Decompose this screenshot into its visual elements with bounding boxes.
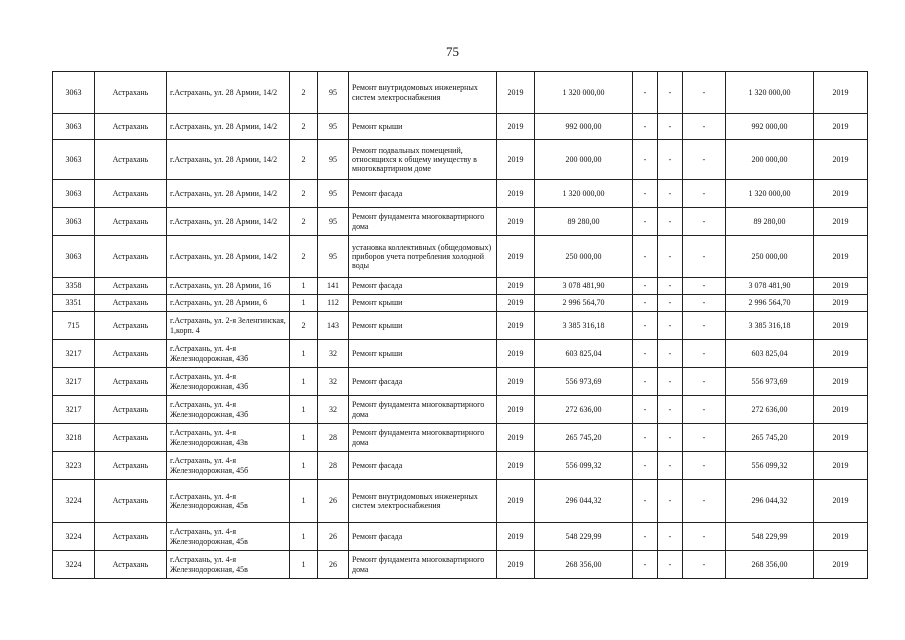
cell-dash: - (633, 114, 658, 140)
cell-dash: - (658, 340, 683, 368)
cell-year: 2019 (497, 312, 535, 340)
cell-amount: 200 000,00 (535, 140, 633, 180)
cell-work-type: Ремонт фасада (349, 368, 497, 396)
cell-number: 95 (318, 180, 349, 208)
cell-id: 3063 (53, 180, 95, 208)
cell-dash: - (683, 236, 726, 278)
cell-year: 2019 (497, 396, 535, 424)
cell-amount: 548 229,99 (535, 523, 633, 551)
cell-id: 3218 (53, 424, 95, 452)
cell-amount: 1 320 000,00 (535, 180, 633, 208)
cell-work-type: Ремонт подвальных помещений, относящихся к общему имуществу в многоквартирном доме (349, 140, 497, 180)
cell-total: 272 636,00 (726, 396, 814, 424)
cell-city: Астрахань (95, 114, 167, 140)
cell-id: 3223 (53, 452, 95, 480)
cell-dash: - (683, 278, 726, 295)
table-row (53, 424, 868, 452)
cell-dash: - (633, 140, 658, 180)
cell-year: 2019 (497, 72, 535, 114)
cell-work-type: установка коллективных (общедомовых) приборов учета потребления холодной воды (349, 236, 497, 278)
cell-dash: - (633, 72, 658, 114)
cell-address: г.Астрахань, ул. 28 Армии, 6 (167, 295, 290, 312)
cell-number: 143 (318, 312, 349, 340)
cell-id: 3063 (53, 208, 95, 236)
cell-count: 1 (290, 278, 318, 295)
repair-schedule-table (52, 71, 868, 579)
cell-number: 95 (318, 236, 349, 278)
cell-work-type: Ремонт внутридомовых инженерных систем электроснабжения (349, 72, 497, 114)
cell-dash: - (658, 424, 683, 452)
cell-id: 715 (53, 312, 95, 340)
cell-dash: - (683, 551, 726, 579)
cell-year: 2019 (497, 180, 535, 208)
cell-number: 95 (318, 140, 349, 180)
cell-address: г.Астрахань, ул. 28 Армии, 14/2 (167, 208, 290, 236)
cell-city: Астрахань (95, 140, 167, 180)
cell-amount: 250 000,00 (535, 236, 633, 278)
cell-year: 2019 (497, 140, 535, 180)
cell-count: 1 (290, 340, 318, 368)
cell-city: Астрахань (95, 551, 167, 579)
cell-dash: - (683, 312, 726, 340)
cell-work-type: Ремонт крыши (349, 312, 497, 340)
cell-number: 95 (318, 208, 349, 236)
cell-dash: - (683, 452, 726, 480)
cell-dash: - (658, 551, 683, 579)
cell-count: 1 (290, 452, 318, 480)
cell-dash: - (658, 368, 683, 396)
cell-year: 2019 (497, 424, 535, 452)
table-row (53, 72, 868, 114)
cell-id: 3217 (53, 340, 95, 368)
cell-id: 3351 (53, 295, 95, 312)
cell-year-end: 2019 (814, 180, 868, 208)
cell-dash: - (658, 180, 683, 208)
table-row (53, 480, 868, 523)
cell-amount: 2 996 564,70 (535, 295, 633, 312)
cell-dash: - (658, 452, 683, 480)
cell-city: Астрахань (95, 340, 167, 368)
cell-city: Астрахань (95, 208, 167, 236)
cell-amount: 556 973,69 (535, 368, 633, 396)
cell-dash: - (658, 140, 683, 180)
cell-id: 3224 (53, 523, 95, 551)
cell-total: 200 000,00 (726, 140, 814, 180)
cell-number: 32 (318, 368, 349, 396)
cell-address: г.Астрахань, ул. 4-я Железнодорожная, 45в (167, 551, 290, 579)
cell-dash: - (633, 236, 658, 278)
cell-dash: - (633, 312, 658, 340)
cell-dash: - (683, 72, 726, 114)
cell-year: 2019 (497, 278, 535, 295)
cell-work-type: Ремонт фасада (349, 523, 497, 551)
cell-dash: - (683, 180, 726, 208)
cell-dash: - (633, 523, 658, 551)
cell-count: 2 (290, 208, 318, 236)
cell-dash: - (683, 424, 726, 452)
cell-city: Астрахань (95, 72, 167, 114)
cell-count: 1 (290, 523, 318, 551)
table-row (53, 295, 868, 312)
cell-year: 2019 (497, 523, 535, 551)
table-row (53, 368, 868, 396)
cell-city: Астрахань (95, 368, 167, 396)
cell-total: 265 745,20 (726, 424, 814, 452)
cell-city: Астрахань (95, 236, 167, 278)
table-row (53, 340, 868, 368)
cell-count: 2 (290, 180, 318, 208)
cell-count: 2 (290, 72, 318, 114)
cell-number: 28 (318, 424, 349, 452)
table-row (53, 180, 868, 208)
cell-number: 26 (318, 551, 349, 579)
cell-count: 1 (290, 551, 318, 579)
cell-dash: - (658, 278, 683, 295)
cell-work-type: Ремонт крыши (349, 340, 497, 368)
cell-total: 268 356,00 (726, 551, 814, 579)
cell-number: 26 (318, 523, 349, 551)
cell-id: 3063 (53, 114, 95, 140)
cell-dash: - (683, 523, 726, 551)
cell-address: г.Астрахань, ул. 2-я Зеленгинская, 1,корп. 4 (167, 312, 290, 340)
cell-dash: - (683, 396, 726, 424)
cell-dash: - (633, 452, 658, 480)
table-row (53, 140, 868, 180)
cell-address: г.Астрахань, ул. 4-я Железнодорожная, 43б (167, 368, 290, 396)
cell-dash: - (683, 480, 726, 523)
cell-amount: 296 044,32 (535, 480, 633, 523)
cell-total: 89 280,00 (726, 208, 814, 236)
cell-city: Астрахань (95, 278, 167, 295)
cell-work-type: Ремонт внутридомовых инженерных систем электроснабжения (349, 480, 497, 523)
cell-year-end: 2019 (814, 236, 868, 278)
cell-amount: 992 000,00 (535, 114, 633, 140)
cell-address: г.Астрахань, ул. 4-я Железнодорожная, 43в (167, 424, 290, 452)
cell-total: 3 385 316,18 (726, 312, 814, 340)
cell-work-type: Ремонт фундамента многоквартирного дома (349, 551, 497, 579)
cell-year: 2019 (497, 236, 535, 278)
cell-address: г.Астрахань, ул. 28 Армии, 14/2 (167, 236, 290, 278)
cell-work-type: Ремонт крыши (349, 295, 497, 312)
cell-dash: - (633, 208, 658, 236)
cell-amount: 1 320 000,00 (535, 72, 633, 114)
cell-year-end: 2019 (814, 480, 868, 523)
table-row (53, 114, 868, 140)
cell-id: 3224 (53, 480, 95, 523)
cell-total: 992 000,00 (726, 114, 814, 140)
cell-city: Астрахань (95, 480, 167, 523)
cell-year-end: 2019 (814, 295, 868, 312)
cell-total: 1 320 000,00 (726, 72, 814, 114)
cell-work-type: Ремонт крыши (349, 114, 497, 140)
cell-city: Астрахань (95, 523, 167, 551)
cell-dash: - (658, 208, 683, 236)
cell-total: 556 099,32 (726, 452, 814, 480)
table-row (53, 523, 868, 551)
cell-amount: 272 636,00 (535, 396, 633, 424)
cell-count: 2 (290, 236, 318, 278)
cell-address: г.Астрахань, ул. 28 Армии, 14/2 (167, 72, 290, 114)
cell-address: г.Астрахань, ул. 28 Армии, 14/2 (167, 114, 290, 140)
cell-year-end: 2019 (814, 114, 868, 140)
cell-number: 95 (318, 72, 349, 114)
cell-dash: - (633, 368, 658, 396)
table-row (53, 312, 868, 340)
cell-dash: - (683, 140, 726, 180)
cell-dash: - (683, 208, 726, 236)
cell-count: 1 (290, 396, 318, 424)
cell-id: 3358 (53, 278, 95, 295)
cell-dash: - (658, 236, 683, 278)
cell-address: г.Астрахань, ул. 4-я Железнодорожная, 43б (167, 340, 290, 368)
cell-address: г.Астрахань, ул. 4-я Железнодорожная, 45в (167, 523, 290, 551)
cell-year-end: 2019 (814, 368, 868, 396)
cell-amount: 603 825,04 (535, 340, 633, 368)
cell-number: 141 (318, 278, 349, 295)
cell-total: 603 825,04 (726, 340, 814, 368)
cell-year-end: 2019 (814, 140, 868, 180)
cell-count: 1 (290, 480, 318, 523)
table-row (53, 208, 868, 236)
cell-dash: - (658, 480, 683, 523)
cell-count: 1 (290, 368, 318, 396)
table-row (53, 278, 868, 295)
cell-address: г.Астрахань, ул. 28 Армии, 14/2 (167, 180, 290, 208)
cell-dash: - (658, 523, 683, 551)
cell-year-end: 2019 (814, 523, 868, 551)
cell-dash: - (658, 114, 683, 140)
cell-count: 1 (290, 424, 318, 452)
cell-id: 3063 (53, 140, 95, 180)
cell-dash: - (633, 278, 658, 295)
cell-count: 2 (290, 312, 318, 340)
cell-dash: - (683, 340, 726, 368)
cell-number: 95 (318, 114, 349, 140)
cell-dash: - (633, 551, 658, 579)
cell-year-end: 2019 (814, 424, 868, 452)
cell-work-type: Ремонт фундамента многоквартирного дома (349, 396, 497, 424)
cell-total: 296 044,32 (726, 480, 814, 523)
page-number: 75 (446, 44, 459, 59)
cell-address: г.Астрахань, ул. 4-я Железнодорожная, 45б (167, 452, 290, 480)
cell-work-type: Ремонт фасада (349, 180, 497, 208)
table-row (53, 551, 868, 579)
cell-dash: - (633, 180, 658, 208)
cell-amount: 556 099,32 (535, 452, 633, 480)
cell-total: 548 229,99 (726, 523, 814, 551)
cell-amount: 89 280,00 (535, 208, 633, 236)
cell-work-type: Ремонт фасада (349, 278, 497, 295)
cell-city: Астрахань (95, 295, 167, 312)
cell-dash: - (658, 72, 683, 114)
cell-year: 2019 (497, 114, 535, 140)
cell-count: 1 (290, 295, 318, 312)
cell-total: 3 078 481,90 (726, 278, 814, 295)
cell-total: 556 973,69 (726, 368, 814, 396)
cell-dash: - (683, 114, 726, 140)
cell-number: 28 (318, 452, 349, 480)
cell-year-end: 2019 (814, 340, 868, 368)
cell-year: 2019 (497, 452, 535, 480)
cell-id: 3217 (53, 368, 95, 396)
cell-address: г.Астрахань, ул. 4-я Железнодорожная, 45в (167, 480, 290, 523)
cell-work-type: Ремонт фундамента многоквартирного дома (349, 208, 497, 236)
cell-id: 3063 (53, 236, 95, 278)
cell-year: 2019 (497, 208, 535, 236)
cell-year-end: 2019 (814, 452, 868, 480)
cell-dash: - (633, 396, 658, 424)
cell-city: Астрахань (95, 424, 167, 452)
cell-dash: - (683, 295, 726, 312)
cell-year-end: 2019 (814, 396, 868, 424)
cell-year: 2019 (497, 340, 535, 368)
cell-amount: 268 356,00 (535, 551, 633, 579)
cell-city: Астрахань (95, 312, 167, 340)
cell-dash: - (633, 340, 658, 368)
cell-work-type: Ремонт фасада (349, 452, 497, 480)
cell-number: 32 (318, 396, 349, 424)
cell-dash: - (633, 295, 658, 312)
cell-dash: - (658, 312, 683, 340)
cell-year: 2019 (497, 368, 535, 396)
cell-address: г.Астрахань, ул. 28 Армии, 16 (167, 278, 290, 295)
cell-city: Астрахань (95, 180, 167, 208)
cell-count: 2 (290, 140, 318, 180)
cell-amount: 265 745,20 (535, 424, 633, 452)
cell-work-type: Ремонт фундамента многоквартирного дома (349, 424, 497, 452)
cell-id: 3063 (53, 72, 95, 114)
table-row (53, 236, 868, 278)
cell-dash: - (633, 424, 658, 452)
cell-year: 2019 (497, 480, 535, 523)
cell-total: 1 320 000,00 (726, 180, 814, 208)
cell-dash: - (658, 396, 683, 424)
cell-number: 26 (318, 480, 349, 523)
cell-amount: 3 385 316,18 (535, 312, 633, 340)
cell-city: Астрахань (95, 396, 167, 424)
cell-total: 2 996 564,70 (726, 295, 814, 312)
cell-address: г.Астрахань, ул. 4-я Железнодорожная, 43б (167, 396, 290, 424)
cell-id: 3224 (53, 551, 95, 579)
cell-year-end: 2019 (814, 72, 868, 114)
cell-number: 112 (318, 295, 349, 312)
table-row (53, 452, 868, 480)
cell-dash: - (683, 368, 726, 396)
cell-year-end: 2019 (814, 551, 868, 579)
cell-dash: - (633, 480, 658, 523)
cell-year: 2019 (497, 295, 535, 312)
cell-dash: - (658, 295, 683, 312)
cell-total: 250 000,00 (726, 236, 814, 278)
table-body (53, 72, 868, 579)
cell-year-end: 2019 (814, 278, 868, 295)
cell-address: г.Астрахань, ул. 28 Армии, 14/2 (167, 140, 290, 180)
table-row (53, 396, 868, 424)
cell-count: 2 (290, 114, 318, 140)
cell-city: Астрахань (95, 452, 167, 480)
cell-year-end: 2019 (814, 208, 868, 236)
cell-number: 32 (318, 340, 349, 368)
cell-amount: 3 078 481,90 (535, 278, 633, 295)
cell-year: 2019 (497, 551, 535, 579)
cell-id: 3217 (53, 396, 95, 424)
cell-year-end: 2019 (814, 312, 868, 340)
